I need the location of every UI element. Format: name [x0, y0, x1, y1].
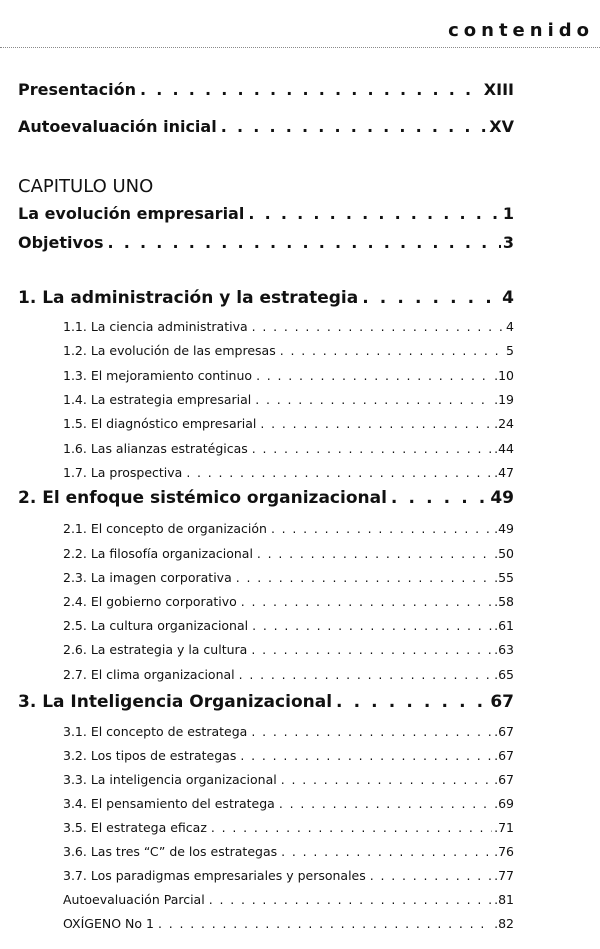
dot-leader	[221, 116, 488, 138]
toc-section-label: 2. El enfoque sistémico organizacional	[18, 488, 387, 508]
toc-subentry-page: .50	[494, 546, 514, 561]
toc-subentry[interactable]	[63, 891, 514, 909]
toc-subentry-label: 1.5. El diagnóstico empresarial	[63, 416, 257, 431]
toc-entry-page: 3	[502, 233, 514, 252]
toc-subentry-label: 3.5. El estratega eficaz	[63, 820, 207, 835]
dot-leader	[252, 318, 504, 336]
toc-entry-presentacion[interactable]	[18, 79, 514, 101]
toc-entry-evolucion-empresarial[interactable]	[18, 203, 514, 225]
toc-subentry[interactable]	[63, 641, 514, 659]
dot-leader	[281, 843, 492, 861]
toc-subentry-label: 1.7. La prospectiva	[63, 465, 183, 480]
toc-section-page: 49	[490, 488, 514, 508]
toc-entry-label: Autoevaluación inicial	[18, 117, 217, 136]
toc-subentry[interactable]	[63, 723, 514, 741]
dot-leader	[211, 819, 492, 837]
dot-leader	[241, 593, 492, 611]
toc-subentry-label: 2.7. El clima organizacional	[63, 667, 235, 682]
toc-subentry-page: .44	[494, 441, 514, 456]
toc-subentry-label: 1.2. La evolución de las empresas	[63, 343, 276, 358]
toc-subentry-label: 1.4. La estrategia empresarial	[63, 392, 252, 407]
toc-subentry-label: 1.6. Las alianzas estratégicas	[63, 441, 248, 456]
dot-leader	[280, 342, 504, 360]
dot-leader	[140, 79, 482, 101]
dot-leader	[107, 232, 500, 254]
header-title: contenido	[448, 20, 594, 41]
toc-entry-label: La evolución empresarial	[18, 204, 245, 223]
dot-leader	[252, 617, 492, 635]
toc-subentry-page: .76	[494, 844, 514, 859]
toc-subentry-label: 2.4. El gobierno corporativo	[63, 594, 237, 609]
toc-subentry[interactable]	[63, 795, 514, 813]
toc-subentry-page: .19	[494, 392, 514, 407]
toc-subentry-page: 5	[506, 343, 514, 358]
toc-subentry[interactable]	[63, 415, 514, 433]
dot-leader	[158, 915, 492, 933]
dot-leader	[256, 367, 492, 385]
toc-subentry[interactable]	[63, 440, 514, 458]
dot-leader	[248, 203, 501, 225]
toc-subentry-page: .81	[494, 892, 514, 907]
toc-subentry-page: .63	[494, 642, 514, 657]
dot-leader	[271, 520, 492, 538]
toc-subentry[interactable]	[63, 747, 514, 765]
toc-section-label: 3. La Inteligencia Organizacional	[18, 692, 333, 712]
toc-subentry-page: .67	[494, 748, 514, 763]
toc-entry-label: Presentación	[18, 80, 137, 99]
toc-subentry[interactable]	[63, 464, 514, 482]
toc-entry-page: XIII	[483, 80, 514, 99]
toc-subentry-label: 2.2. La filosofía organizacional	[63, 546, 253, 561]
dot-leader	[239, 666, 492, 684]
toc-section-2[interactable]	[18, 486, 514, 510]
toc-subentry-label: Autoevaluación Parcial	[63, 892, 205, 907]
toc-subentry-label: 3.4. El pensamiento del estratega	[63, 796, 275, 811]
dot-leader	[336, 690, 488, 714]
toc-subentry[interactable]	[63, 520, 514, 538]
page-header	[0, 0, 600, 48]
toc-subentry-label: 1.3. El mejoramiento continuo	[63, 368, 253, 383]
toc-subentry[interactable]	[63, 771, 514, 789]
toc-subentry[interactable]	[63, 843, 514, 861]
toc-entry-label: Objetivos	[18, 233, 104, 252]
dot-leader	[257, 545, 492, 563]
toc-subentry-page: .61	[494, 618, 514, 633]
toc-subentry[interactable]	[63, 915, 514, 933]
dot-leader	[370, 867, 492, 885]
toc-subentry[interactable]	[63, 666, 514, 684]
toc-subentry-page: .55	[494, 570, 514, 585]
dot-leader	[240, 747, 492, 765]
toc-subentry-page: .67	[494, 772, 514, 787]
dot-leader	[281, 771, 492, 789]
toc-section-page: 67	[490, 692, 514, 712]
dot-leader	[186, 464, 492, 482]
toc-subentry[interactable]	[63, 318, 514, 336]
toc-entry-page: 1	[502, 204, 514, 223]
dot-leader	[236, 569, 492, 587]
toc-subentry-label: 3.7. Los paradigmas empresariales y personales	[63, 868, 366, 883]
toc-subentry-label: 2.1. El concepto de organización	[63, 521, 267, 536]
dot-leader	[251, 723, 492, 741]
toc-subentry-page: .58	[494, 594, 514, 609]
dot-leader	[255, 391, 492, 409]
toc-subentry-label: 2.3. La imagen corporativa	[63, 570, 232, 585]
dot-leader	[391, 486, 488, 510]
toc-entry-objetivos[interactable]	[18, 232, 514, 254]
toc-subentry[interactable]	[63, 342, 514, 360]
toc-entry-page: XV	[489, 117, 514, 136]
toc-subentry-page: .69	[494, 796, 514, 811]
dot-leader	[260, 415, 492, 433]
toc-subentry-label: 3.1. El concepto de estratega	[63, 724, 248, 739]
toc-subentry[interactable]	[63, 867, 514, 885]
dot-leader	[252, 440, 492, 458]
dot-leader	[251, 641, 492, 659]
chapter-title: CAPITULO UNO	[18, 176, 154, 197]
toc-section-label: 1. La administración y la estrategia	[18, 288, 359, 308]
toc-subentry-page: .49	[494, 521, 514, 536]
toc-subentry-page: 4	[506, 319, 514, 334]
toc-section-1[interactable]	[18, 286, 514, 310]
toc-subentry-page: .71	[494, 820, 514, 835]
toc-subentry-label: 2.5. La cultura organizacional	[63, 618, 249, 633]
dot-leader	[279, 795, 492, 813]
toc-subentry-label: 2.6. La estrategia y la cultura	[63, 642, 248, 657]
toc-subentry-page: .10	[494, 368, 514, 383]
toc-subentry-page: .24	[494, 416, 514, 431]
toc-subentry[interactable]	[63, 391, 514, 409]
toc-subentry-page: .67	[494, 724, 514, 739]
toc-subentry[interactable]	[63, 545, 514, 563]
toc-subentry[interactable]	[63, 569, 514, 587]
toc-subentry-label: 3.6. Las tres “C” de los estrategas	[63, 844, 278, 859]
toc-subentry-page: .47	[494, 465, 514, 480]
toc-subentry[interactable]	[63, 617, 514, 635]
toc-subentry-label: 3.3. La inteligencia organizacional	[63, 772, 277, 787]
toc-subentry[interactable]	[63, 367, 514, 385]
dot-leader	[209, 891, 492, 909]
toc-section-page: 4	[502, 288, 514, 308]
toc-subentry-label: OXÍGENO No 1	[63, 916, 154, 931]
toc-subentry-page: .82	[494, 916, 514, 931]
toc-subentry[interactable]	[63, 819, 514, 837]
toc-entry-autoevaluacion-inicial[interactable]	[18, 116, 514, 138]
toc-subentry-label: 1.1. La ciencia administrativa	[63, 319, 248, 334]
dot-leader	[362, 286, 500, 310]
toc-subentry-label: 3.2. Los tipos de estrategas	[63, 748, 237, 763]
toc-subentry[interactable]	[63, 593, 514, 611]
toc-section-3[interactable]	[18, 690, 514, 714]
toc-subentry-page: .77	[494, 868, 514, 883]
toc-subentry-page: .65	[494, 667, 514, 682]
